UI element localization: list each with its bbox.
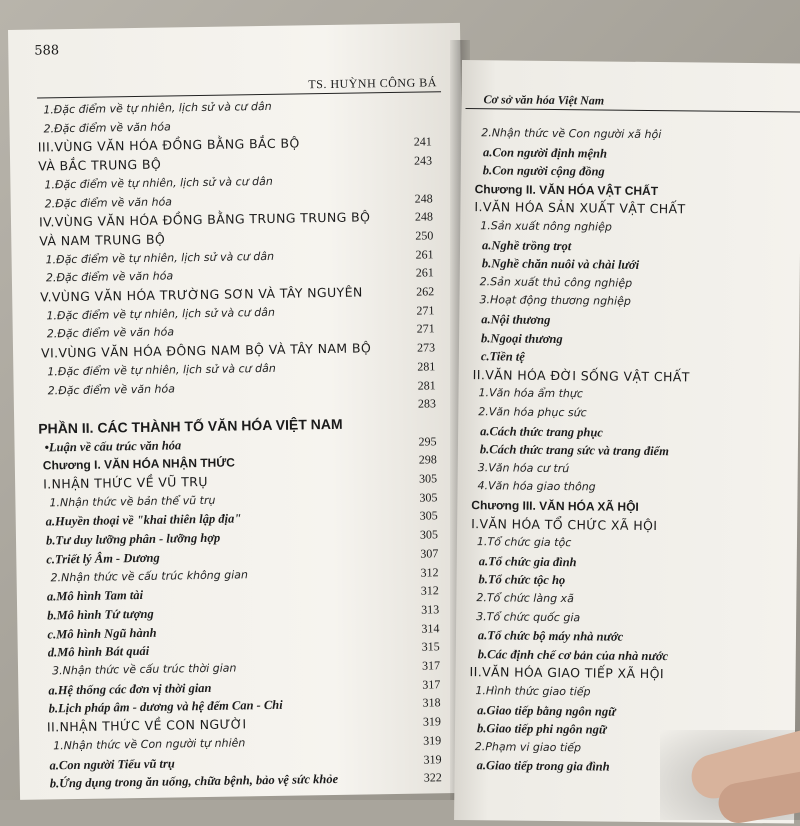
toc-page-number: 273 <box>416 340 436 355</box>
toc-page-number: 271 <box>416 321 435 337</box>
toc-page-number: 319 <box>423 751 442 767</box>
toc-entry-text: I.VĂN HÓA TỔ CHỨC XÃ HỘI <box>471 515 658 533</box>
running-head-author: TS. HUỲNH CÔNG BÁ <box>308 75 437 92</box>
toc-entry-text: II.VĂN HÓA ĐỜI SỐNG VẬT CHẤT <box>472 366 690 385</box>
toc-entry-text: Chương III. VĂN HÓA XÃ HỘI <box>471 498 639 514</box>
toc-entry-text: IV.VÙNG VĂN HÓA ĐỒNG BẰNG TRUNG TRUNG BỘ <box>38 209 371 230</box>
toc-entry-text: VÀ BẮC TRUNG BỘ <box>38 156 162 174</box>
toc-page-number: 298 <box>418 452 437 467</box>
toc-entry-text: 1.Đặc điểm về tự nhiên, lịch sử và cư dân <box>46 305 275 323</box>
toc-entry-text: 4.Văn hóa giao thông <box>477 479 596 494</box>
toc-entry-text: PHẦN II. CÁC THÀNH TỐ VĂN HÓA VIỆT NAM <box>38 415 343 437</box>
toc-entry-text: c.Triết lý Âm - Dương <box>46 550 160 567</box>
toc-entry-text: 1.Tổ chức gia tộc <box>476 535 572 550</box>
toc-page-number: 248 <box>414 209 434 224</box>
toc-page-number: 243 <box>413 153 433 168</box>
toc-entry-text: Chương I. VĂN HÓA NHẬN THỨC <box>42 455 235 473</box>
toc-page-number: 271 <box>416 303 435 318</box>
running-head-title: Cơ sở văn hóa Việt Nam <box>483 92 605 108</box>
toc-page-number: 261 <box>415 246 434 262</box>
toc-entry-text: VÀ NAM TRUNG BỘ <box>39 231 166 249</box>
toc-page-number: 319 <box>423 733 442 748</box>
toc-page-number: 281 <box>417 359 436 374</box>
toc-entry-text: 1.Đặc điểm về tự nhiên, lịch sử và cư dân <box>45 249 275 267</box>
toc-page-number: 312 <box>420 564 439 580</box>
toc-page-number: 317 <box>422 676 441 692</box>
toc-entry-text: 3.Hoạt động thương nghiệp <box>479 293 631 309</box>
toc-entry-text: 2.Sản xuất thủ công nghiệp <box>479 274 633 290</box>
toc-page-number: 317 <box>421 658 441 673</box>
toc-entry-text: b.Con người cộng đồng <box>482 163 605 179</box>
toc-entry-text: 1.Đặc điểm về tự nhiên, lịch sử và cư dân <box>44 174 273 192</box>
left-page <box>8 23 472 800</box>
toc-page-number: 281 <box>417 377 436 393</box>
toc-page-number: 248 <box>414 190 433 206</box>
toc-entry-text: a.Hệ thống các đơn vị thời gian <box>48 680 212 698</box>
toc-entry-text: 2.Phạm vi giao tiếp <box>474 739 582 755</box>
toc-entry-text: 2.Đặc điểm về văn hóa <box>46 325 175 341</box>
toc-page-number: 318 <box>422 695 441 710</box>
toc-page-number <box>395 114 431 115</box>
toc-entry-text: a.Tổ chức bộ máy nhà nước <box>477 628 624 644</box>
toc-entry-text: b.Các định chế cơ bản của nhà nước <box>477 646 669 663</box>
toc-entry-text: 1.Nhận thức về Con người tự nhiên <box>53 736 246 753</box>
toc-entry-text: •Luận về cấu trúc văn hóa <box>44 437 182 455</box>
toc-page-number: 250 <box>415 228 434 243</box>
toc-entry-text: b.Lịch pháp âm - dương và hệ đếm Can - Chi <box>48 698 283 716</box>
toc-entry-text: a.Giao tiếp trong gia đình <box>476 758 610 774</box>
toc-entry-text: 1.Nhận thức về bản thể vũ trụ <box>49 493 216 510</box>
toc-entry-text: 2.Đặc điểm về văn hóa <box>44 194 173 210</box>
toc-entry-text: I.NHẬN THỨC VỀ VŨ TRỤ <box>43 473 208 492</box>
toc-entry-text: 1.Văn hóa ẩm thực <box>478 386 584 401</box>
toc-entry-text: b.Ứng dụng trong ăn uống, chữa bệnh, bảo vệ sức khỏe <box>49 772 339 791</box>
toc-entry-text: a.Nội thương <box>481 312 551 327</box>
toc-entry-text: b.Mô hình Tứ tượng <box>47 606 154 623</box>
right-page <box>454 60 800 824</box>
toc-entry-text: a.Giao tiếp bằng ngôn ngữ <box>477 702 616 719</box>
toc-page-number: 262 <box>416 284 435 299</box>
toc-entry-text: 1.Sản xuất nông nghiệp <box>480 219 612 234</box>
toc-entry-text: III.VÙNG VĂN HÓA ĐỒNG BẰNG BẮC BỘ <box>37 135 300 155</box>
toc-entry-text: a.Tổ chức gia đình <box>478 554 577 570</box>
toc-entry-text: 2.Đặc điểm về văn hóa <box>43 120 171 136</box>
header-rule <box>465 108 800 113</box>
toc-page-number: 295 <box>418 433 437 449</box>
page-number: 588 <box>34 43 60 59</box>
toc-entry-text: I.VĂN HÓA SẢN XUẤT VẬT CHẤT <box>474 199 686 217</box>
toc-entry-text: 1.Đặc điểm về tự nhiên, lịch sử và cư dân <box>47 361 276 379</box>
toc-page-number: 313 <box>421 602 440 617</box>
toc-entry-text: 2.Nhận thức về Con người xã hội <box>481 126 662 142</box>
toc-entry-text: b.Tổ chức tộc họ <box>478 572 566 588</box>
toc-entry-text: II.VĂN HÓA GIAO TIẾP XÃ HỘI <box>469 664 665 682</box>
toc-entry-text: 2.Văn hóa phục sức <box>478 405 587 420</box>
toc-entry-text: b.Nghề chăn nuôi và chài lưới <box>481 256 640 273</box>
toc-entry-text: II.NHẬN THỨC VỀ CON NGƯỜI <box>46 716 247 735</box>
toc-page-number: 322 <box>423 770 442 785</box>
toc-entry-text: 3.Tổ chức quốc gia <box>476 609 581 624</box>
toc-entry-text: b.Giao tiếp phi ngôn ngữ <box>476 721 607 737</box>
toc-page-number: 283 <box>417 396 437 411</box>
toc-page-number: 305 <box>418 471 438 486</box>
toc-entry-text: a.Con người định mệnh <box>482 144 608 161</box>
toc-page-number <box>400 413 436 414</box>
toc-entry-text: a.Huyền thoại về "khai thiên lập địa" <box>45 511 242 529</box>
toc-page-number: 314 <box>421 620 440 636</box>
toc-entry-text: 2.Đặc điểm về văn hóa <box>47 381 176 397</box>
toc-entry-text: d.Mô hình Bát quái <box>47 644 150 660</box>
toc-page-number: 312 <box>420 583 439 598</box>
toc-entry-text: Chương II. VĂN HÓA VẬT CHẤT <box>474 181 659 198</box>
toc-page-number: 307 <box>420 546 439 561</box>
toc-entry-text: b.Ngoại thương <box>481 330 563 346</box>
toc-entry-text: 2.Đặc điểm về văn hóa <box>45 269 174 285</box>
toc-page-number: 319 <box>422 714 442 729</box>
toc-entry-text: 3.Văn hóa cư trú <box>477 460 570 475</box>
toc-page-number: 241 <box>413 134 432 150</box>
toc-entry-text: a.Nghề trồng trọt <box>481 237 572 253</box>
toc-entry-text: c.Mô hình Ngũ hành <box>47 625 157 642</box>
toc-entry-text: 2.Nhận thức về cấu trúc không gian <box>50 567 249 584</box>
toc-entry-text: b.Cách thức trang sức và trang điểm <box>479 442 669 459</box>
toc-entry-text: a.Mô hình Tam tài <box>46 588 144 604</box>
toc-page-number: 305 <box>419 490 438 505</box>
toc-entry-text: 2.Tổ chức làng xã <box>476 591 574 606</box>
toc-entry-text: a.Cách thức trang phục <box>480 423 603 440</box>
toc-page-number: 305 <box>419 527 439 542</box>
toc-page-number: 261 <box>415 265 434 280</box>
toc-page-number: 315 <box>421 639 440 654</box>
toc-entry-text: a.Con người Tiểu vũ trụ <box>49 755 175 772</box>
toc-entry-text: V.VÙNG VĂN HÓA TRƯỜNG SƠN VÀ TÂY NGUYÊN <box>40 284 363 305</box>
toc-entry-text: b.Tư duy lưỡng phân - lưỡng hợp <box>45 530 221 548</box>
toc-entry-text: 3.Nhận thức về cấu trúc thời gian <box>51 661 237 678</box>
toc-page-number <box>395 95 431 96</box>
toc-entry-text: 1.Hình thức giao tiếp <box>475 684 591 699</box>
toc-entry-text: c.Tiền tệ <box>480 349 525 364</box>
toc-entry-text: VI.VÙNG VĂN HÓA ĐÔNG NAM BỘ VÀ TÂY NAM BỘ <box>40 340 372 361</box>
toc-entry-text: 1.Đặc điểm về tự nhiên, lịch sử và cư dân <box>43 99 272 117</box>
toc-page-number <box>396 170 432 171</box>
toc-page-number: 305 <box>419 508 438 523</box>
